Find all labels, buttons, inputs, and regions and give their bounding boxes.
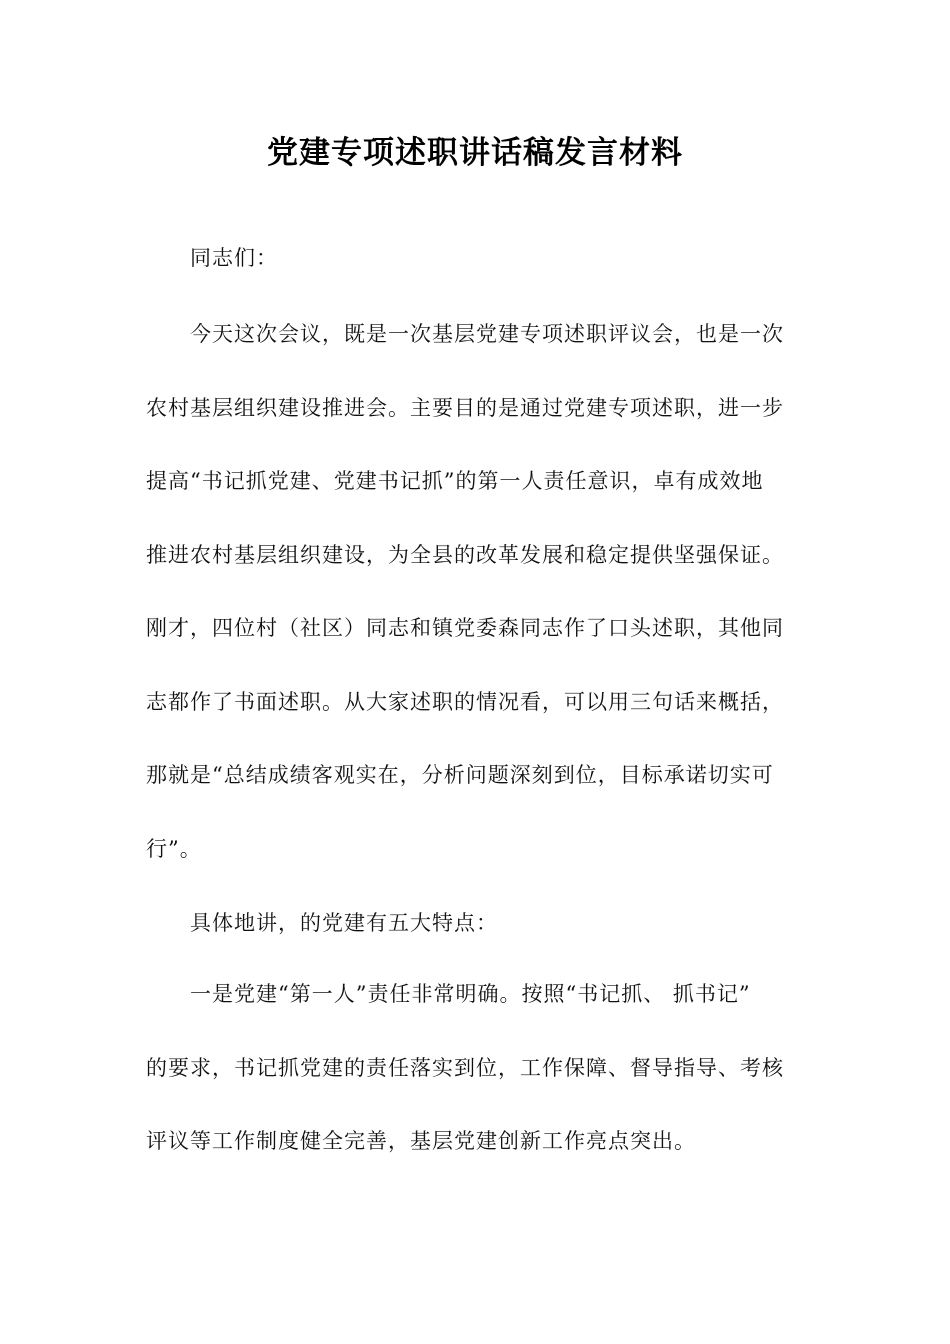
paragraph-line: 志都作了书面述职。从大家述职的情况看，可以用三句话来概括， (146, 689, 784, 714)
paragraph-line: 刚才，四位村（社区）同志和镇党委森同志作了口头述职，其他同 (146, 616, 784, 640)
paragraph-line: 的要求，书记抓党建的责任落实到位，工作保障、督导指导、考核 (146, 1055, 784, 1080)
salutation: 同志们： (190, 246, 278, 270)
paragraph-line: 行”。 (146, 836, 202, 861)
paragraph-line: 推进农村基层组织建设，为全县的改革发展和稳定提供坚强保证。 (146, 542, 784, 567)
paragraph-feature-one (146, 958, 796, 1179)
paragraph-line: 评议等工作制度健全完善，基层党建创新工作亮点突出。 (146, 1129, 696, 1153)
paragraph-line: 提高“书记抓党建、党建书记抓”的第一人责任意识，卓有成效地 (146, 469, 764, 493)
document-title: 党建专项述职讲话稿发言材料 (267, 135, 683, 171)
paragraph-line: 一是党建“第一人”责任非常明确。按照“书记抓、 抓书记” (190, 982, 751, 1006)
document-body (146, 233, 796, 1179)
paragraph-features-intro: 具体地讲，的党建有五大特点： (190, 911, 498, 935)
paragraph-line: 那就是“总结成绩客观实在，分析问题深刻到位，目标承诺切实可 (146, 763, 774, 787)
paragraph-line: 农村基层组织建设推进会。主要目的是通过党建专项述职，进一步 (146, 395, 784, 420)
paragraph-line: 今天这次会议，既是一次基层党建专项述职评议会，也是一次 (190, 322, 784, 346)
paragraph-intro (146, 298, 796, 886)
